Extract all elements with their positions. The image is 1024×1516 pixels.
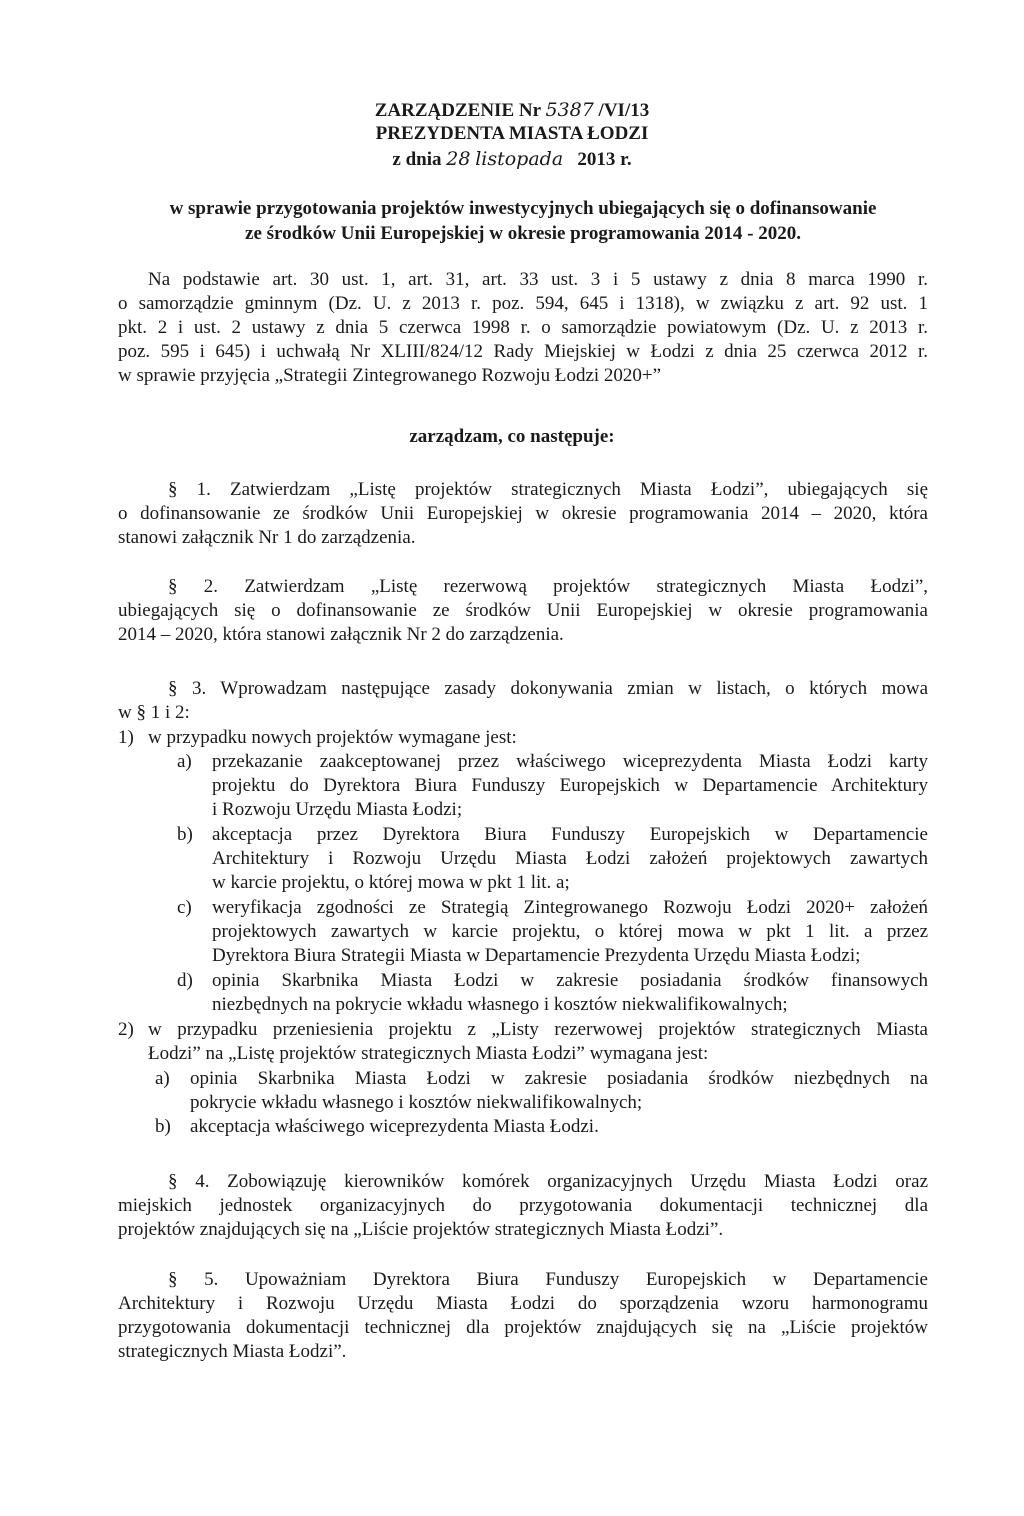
paragraph-line: strategicznych Miasta Łodzi”.	[118, 1341, 347, 1362]
point-1-label: 1)	[118, 727, 134, 748]
paragraph-line: § 2. Zatwierdzam „Listę rezerwową projektów strategicznych Miasta Łodzi”,	[168, 576, 928, 597]
point-1c-label: c)	[177, 897, 192, 918]
paragraph-line: miejskich jednostek organizacyjnych do przygotowania dokumentacji technicznej dla	[118, 1195, 928, 1216]
point-1a-label: a)	[177, 751, 192, 772]
item-line: przekazanie zaakceptowanej przez właściwego wiceprezydenta Miasta Łodzi karty	[212, 751, 928, 772]
point-1a-text	[212, 750, 928, 822]
paragraph-line: stanowi załącznik Nr 1 do zarządzenia.	[118, 527, 416, 548]
date-year: 2013 r.	[577, 149, 632, 170]
paragraph-line: ubiegających się o dofinansowanie ze środków Unii Europejskiej w okresie programowania	[118, 600, 928, 621]
preamble-line: o samorządzie gminnym (Dz. U. z 2013 r. poz. 594, 645 i 1318), w związku z art. 92 ust. 1	[118, 293, 928, 314]
subject-line-1: w sprawie przygotowania projektów inwestycyjnych ubiegających się o dofinansowanie	[169, 198, 877, 219]
item-line: Łodzi” na „Listę projektów strategicznych Miasta Łodzi” wymagana jest:	[148, 1043, 709, 1064]
handwritten-month: listopada	[475, 148, 564, 170]
decree-prefix: ZARZĄDZENIE Nr	[374, 100, 541, 121]
preamble-line: Na podstawie art. 30 ust. 1, art. 31, art. 33 ust. 3 i 5 ustawy z dnia 8 marca 1990 r.	[148, 269, 928, 290]
paragraph-4	[118, 1170, 928, 1242]
point-1b-label: b)	[177, 824, 193, 845]
item-line: projektowych zawartych w karcie projektu, o której mowa w pkt 1 lit. a przez	[212, 921, 928, 942]
handwritten-day: 28	[446, 148, 471, 170]
date-prefix: z dnia	[392, 149, 442, 170]
point-2a-label: a)	[155, 1068, 170, 1089]
handwritten-number: 5387	[545, 99, 594, 121]
point-2-label: 2)	[118, 1019, 134, 1040]
paragraph-line: § 5. Upoważniam Dyrektora Biura Funduszy Europejskich w Departamencie	[168, 1269, 928, 1290]
preamble-line: poz. 595 i 645) i uchwałą Nr XLIII/824/12 Rady Miejskiej w Łodzi z dnia 25 czerwca 2012 r.	[118, 341, 928, 362]
item-line: niezbędnych na pokrycie wkładu własnego i kosztów niekwalifikowalnych;	[212, 994, 788, 1015]
point-2b-label: b)	[155, 1116, 171, 1137]
point-2b-text: akceptacja właściwego wiceprezydenta Miasta Łodzi.	[190, 1116, 599, 1137]
point-2a-text	[190, 1067, 928, 1115]
preamble	[118, 268, 928, 388]
point-1c-text	[212, 896, 928, 968]
paragraph-line: w § 1 i 2:	[118, 702, 190, 723]
paragraph-line: o dofinansowanie ze środków Unii Europejskiej w okresie programowania 2014 – 2020, która	[118, 503, 928, 524]
paragraph-line: przygotowania dokumentacji technicznej dla projektów znajdujących się na „Liście projektów	[118, 1317, 928, 1338]
paragraph-2	[118, 575, 928, 647]
paragraph-1	[118, 478, 928, 550]
paragraph-5	[118, 1268, 928, 1364]
point-1-text: w przypadku nowych projektów wymagane jest:	[148, 727, 517, 748]
item-line: akceptacja przez Dyrektora Biura Funduszy Europejskich w Departamencie	[212, 824, 928, 845]
paragraph-3-intro	[118, 677, 928, 725]
date-line	[0, 147, 1024, 172]
paragraph-line: Architektury i Rozwoju Urzędu Miasta Łodzi do sporządzenia wzoru harmonogramu	[118, 1293, 928, 1314]
paragraph-line: projektów znajdujących się na „Liście projektów strategicznych Miasta Łodzi”.	[118, 1219, 724, 1240]
paragraph-line: § 1. Zatwierdzam „Listę projektów strategicznych Miasta Łodzi”, ubiegających się	[168, 479, 928, 500]
item-line: Architektury i Rozwoju Urzędu Miasta Łodzi założeń projektowych zawartych	[212, 848, 928, 869]
item-line: opinia Skarbnika Miasta Łodzi w zakresie posiadania środków finansowych	[212, 970, 928, 991]
item-line: weryfikacja zgodności ze Strategią Zintegrowanego Rozwoju Łodzi 2020+ założeń	[212, 897, 928, 918]
item-line: w karcie projektu, o której mowa w pkt 1 lit. a;	[212, 872, 570, 893]
point-1b-text	[212, 823, 928, 895]
preamble-line: pkt. 2 i ust. 2 ustawy z dnia 5 czerwca 1998 r. o samorządzie powiatowym (Dz. U. z 2013 r.	[118, 317, 928, 338]
decree-statement: zarządzam, co następuje:	[409, 426, 615, 447]
point-1d-text	[212, 969, 928, 1017]
paragraph-line: § 3. Wprowadzam następujące zasady dokonywania zmian w listach, o których mowa	[168, 678, 928, 699]
item-line: i Rozwoju Urzędu Miasta Łodzi;	[212, 799, 463, 820]
item-line: opinia Skarbnika Miasta Łodzi w zakresie posiadania środków niezbędnych na	[190, 1068, 928, 1089]
point-2-text	[148, 1018, 928, 1066]
point-1d-label: d)	[177, 970, 193, 991]
subject-line-2: ze środków Unii Europejskiej w okresie programowania 2014 - 2020.	[245, 223, 801, 244]
paragraph-line: § 4. Zobowiązuję kierowników komórek organizacyjnych Urzędu Miasta Łodzi oraz	[168, 1171, 928, 1192]
item-line: w przypadku przeniesienia projektu z „Listy rezerwowej projektów strategicznych Miasta	[148, 1019, 928, 1040]
issuer-line: PREZYDENTA MIASTA ŁODZI	[375, 123, 649, 144]
preamble-line: w sprawie przyjęcia „Strategii Zintegrowanego Rozwoju Łodzi 2020+”	[118, 365, 662, 386]
paragraph-line: 2014 – 2020, która stanowi załącznik Nr 2 do zarządzenia.	[118, 624, 564, 645]
decree-suffix: /VI/13	[598, 100, 650, 121]
item-line: projektu do Dyrektora Biura Funduszy Europejskich w Departamencie Architektury	[212, 775, 928, 796]
item-line: Dyrektora Biura Strategii Miasta w Departamencie Prezydenta Urzędu Miasta Łodzi;	[212, 945, 861, 966]
decree-number-line	[0, 98, 1024, 123]
item-line: pokrycie wkładu własnego i kosztów niekwalifikowalnych;	[190, 1092, 643, 1113]
